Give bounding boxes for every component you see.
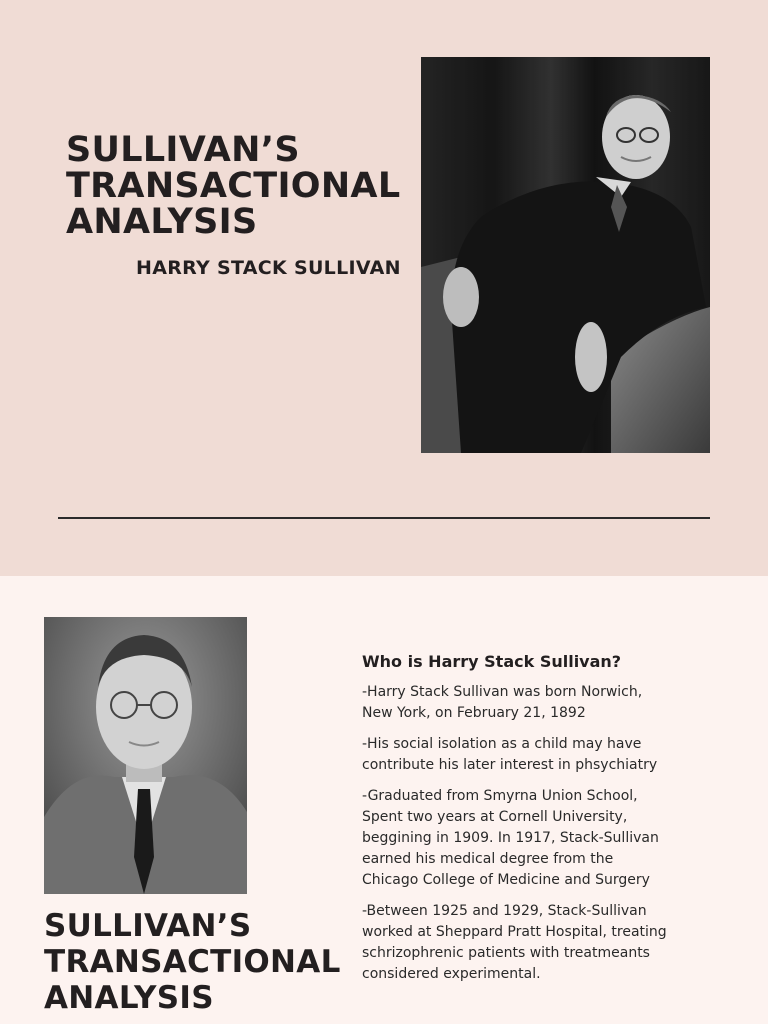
bottom-title-line-3: ANALYSIS: [44, 980, 214, 1016]
portrait-photo-seated: [421, 57, 710, 453]
hero-title-line-1: SULLIVAN’S: [66, 130, 300, 170]
hero-title-line-3: ANALYSIS: [66, 202, 258, 242]
bio-paragraph: -Graduated from Smyrna Union School, Spent two years at Cornell University, beggining in 1909. In 1917, Stack-Sullivan earned his medical degree from the Chicago College of Medicine and Surgery: [362, 788, 659, 888]
hero-title: [66, 132, 416, 240]
bottom-title-line-2: TRANSACTIONAL: [44, 944, 341, 980]
section-divider: [58, 517, 710, 519]
bottom-title: [44, 908, 344, 1016]
portrait-headshot-image: [44, 617, 247, 894]
bio-paragraph: -Between 1925 and 1929, Stack-Sullivan worked at Sheppard Pratt Hospital, treating schrizophrenic patients with treatmeants considered experimental.: [362, 903, 667, 982]
hero-subtitle: HARRY STACK SULLIVAN: [136, 257, 401, 279]
bio-paragraph: -His social isolation as a child may have contribute his later interest in phsychiatry: [362, 736, 658, 773]
bio-heading: Who is Harry Stack Sullivan?: [362, 652, 622, 671]
hero-title-line-2: TRANSACTIONAL: [66, 166, 401, 206]
portrait-photo-headshot: [44, 617, 247, 894]
bio-section: [362, 651, 668, 995]
bio-paragraph: -Harry Stack Sullivan was born Norwich, New York, on February 21, 1892: [362, 684, 643, 721]
bottom-title-line-1: SULLIVAN’S: [44, 908, 252, 944]
portrait-seated-image: [421, 57, 710, 453]
